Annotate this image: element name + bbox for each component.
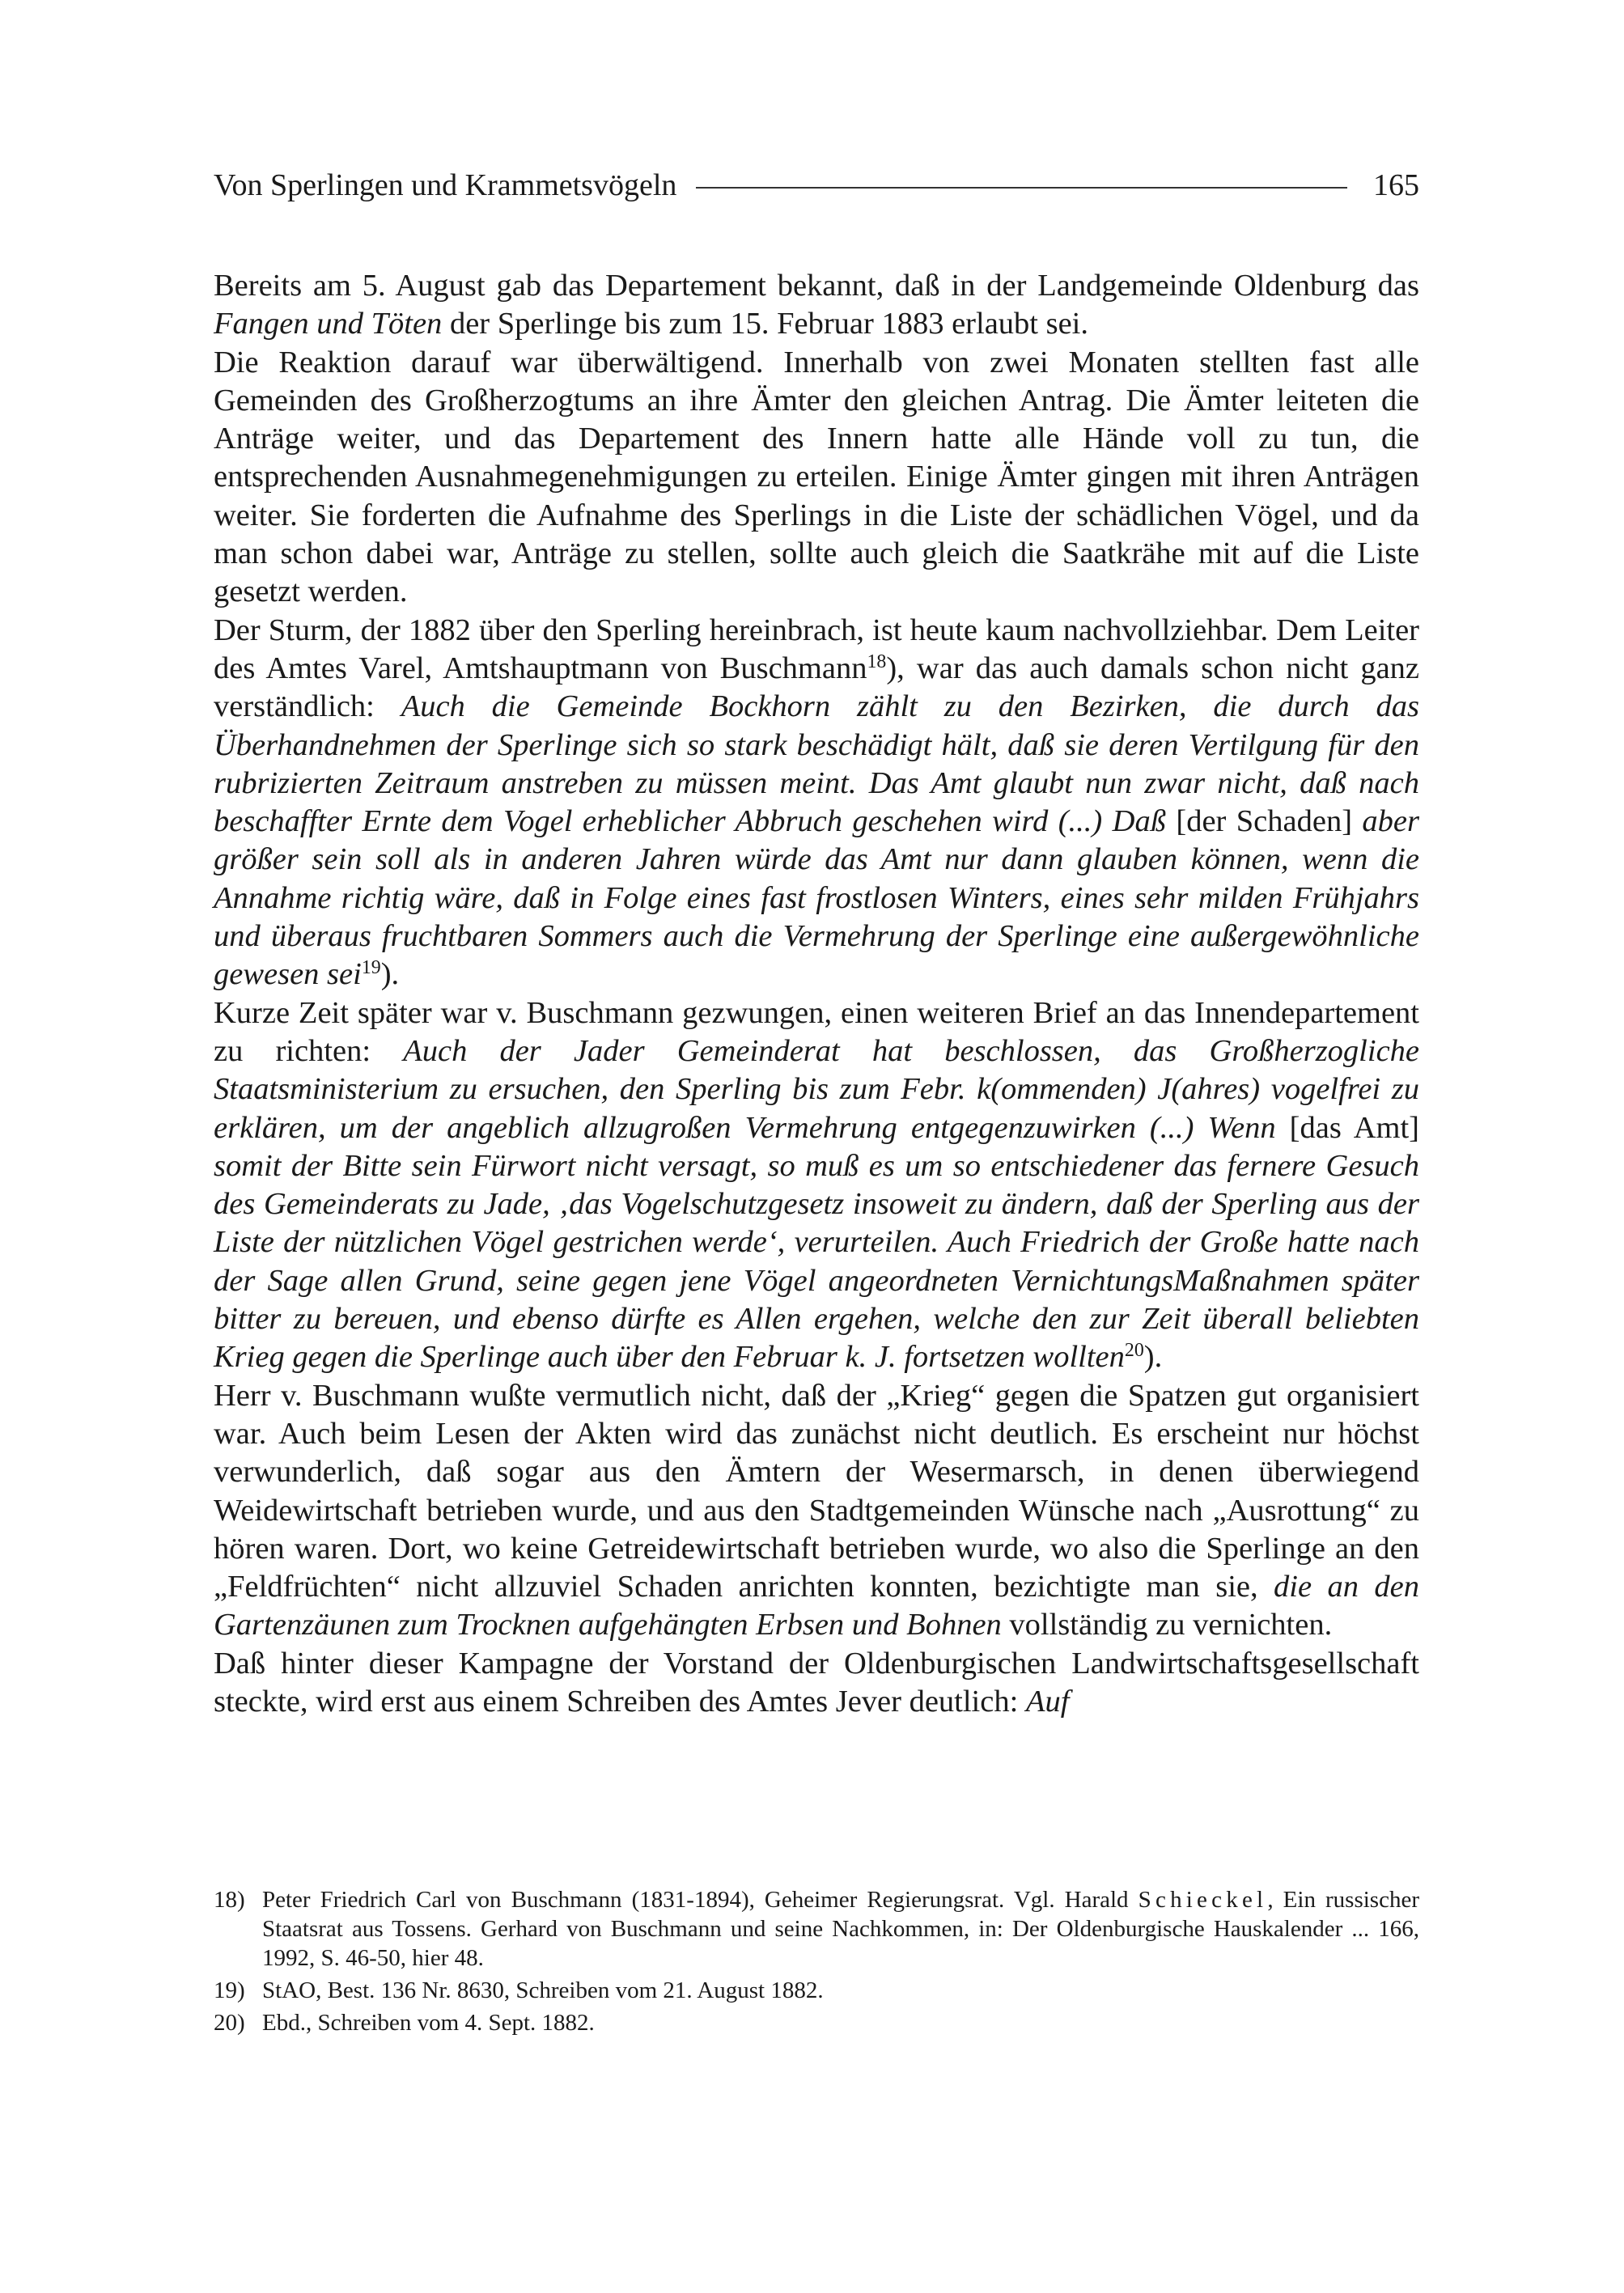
text-run: Schieckel	[1138, 1887, 1268, 1913]
text-run: Kurze Zeit später war v. Buschmann gezwungen, einen weiteren Brief an das Innendepartement zu richten:	[214, 995, 1419, 1068]
footnote-ref: 19	[361, 957, 381, 979]
page-number: 165	[1373, 168, 1419, 202]
quoted-text: die an den Gartenzäunen zum Trocknen aufgehängten Erbsen und Bohnen	[214, 1570, 1419, 1642]
footnote	[214, 1976, 1419, 2005]
paragraph	[214, 1377, 1419, 1645]
quoted-text: somit der Bitte sein Fürwort nicht versagt, so muß es um so entschiedener das fernere Gesuch des Gemeinderats zu Jade, ‚das Vogelschutzgesetz insoweit zu ändern, daß der Sperling aus der Liste der nützlichen Vögel gestrichen werde‘, verurteilen. Auch Friedrich der Große hatte nach der Sage allen Grund, seine gegen jene Vögel angeordneten VernichtungsMaßnahmen später bitter zu bereuen, und ebenso dürfte es Allen ergehen, welche den zur Zeit überall beliebten Krieg gegen die Sperlinge auch über den Februar k. J. fortsetzen wollten	[214, 1148, 1419, 1375]
paragraph	[214, 612, 1419, 994]
text-run: [der Schaden]	[1176, 804, 1363, 839]
footnote-ref: 20	[1124, 1340, 1144, 1362]
text-run: Herr v. Buschmann wußte vermutlich nicht, daß der „Krieg“ gegen die Spatzen gut organisiert war. Auch beim Lesen der Akten wird das zunächst nicht deutlich. Es erscheint nur höchst verwunderlich, daß sogar aus den Ämtern der Wesermarsch, in denen überwiegend Weidewirtschaft betrieben wurde, und aus den Stadtgemeinden Wünsche nach „Ausrottung“ zu hören waren. Dort, wo keine Getreidewirtschaft betrieben wurde, wo also die Sperlinge an den „Feldfrüchten“ nicht allzuviel Schaden anrichten konnten, bezichtigte man sie,	[214, 1378, 1419, 1604]
quoted-text: Fangen und Töten	[214, 307, 443, 341]
footnotes	[214, 1885, 1419, 2041]
footnote-text	[262, 1976, 1419, 2005]
text-run: Die Reaktion darauf war überwältigend. Innerhalb von zwei Monaten stellten fast alle Gemeinden des Großherzogtums an ihre Ämter den gleichen Antrag. Die Ämter leiteten die Anträge weiter, und das Departement des Innern hatte alle Hände voll zu tun, die entsprechenden Ausnahmegenehmigungen zu erteilen. Einige Ämter gingen mit ihren Anträgen weiter. Sie forderten die Aufnahme des Sperlings in die Liste der schädlichen Vögel, und da man schon dabei war, Anträge zu stellen, sollte auch gleich die Saatkrähe mit auf die Liste gesetzt werden.	[214, 345, 1419, 609]
footnote-number: 19)	[214, 1977, 245, 2003]
quoted-text: Auch die Gemeinde Bockhorn zählt zu den Bezirken, die durch das Überhandnehmen der Sperlinge sich so stark beschädigt hält, daß sie deren Vertilgung für den rubrizierten Zeitraum anstreben zu müssen meint. Das Amt glaubt nun zwar nicht, daß nach beschaffter Ernte dem Vogel erheblicher Abbruch geschehen wird (...) Daß	[214, 689, 1419, 839]
running-head-title: Von Sperlingen und Krammetsvögeln	[214, 168, 677, 202]
text-run: [das Amt]	[1289, 1110, 1419, 1145]
footnote-number: 20)	[214, 2010, 245, 2036]
text-run: ), war das auch damals schon nicht ganz verständlich:	[214, 651, 1419, 724]
quoted-text: aber größer sein soll als in anderen Jahren würde das Amt nur dann glauben können, wenn die Annahme richtig wäre, daß in Folge eines fast frostlosen Winters, eines sehr milden Frühjahrs und überaus fruchtbaren Sommers auch die Vermehrung der Sperlinge eine außergewöhnliche gewesen sei	[214, 804, 1419, 992]
footnote-text	[262, 2008, 1419, 2037]
running-head	[214, 166, 1419, 205]
text-run: Daß hinter dieser Kampagne der Vorstand der Oldenburgischen Landwirtschaftsgesellschaft steckte, wird erst aus einem Schreiben des Amtes Jever deutlich:	[214, 1646, 1419, 1719]
text-run: ).	[1143, 1340, 1163, 1375]
text-run: ).	[380, 957, 400, 992]
footnote-ref: 18	[867, 651, 887, 672]
body-text	[214, 267, 1419, 1721]
quoted-text: Auch der Jader Gemeinderat hat beschlossen, das Großherzogliche Staatsministerium zu ersuchen, den Sperling bis zum Febr. k(ommenden) J(ahres) vogelfrei zu erklären, um der angeblich allzugroßen Vermehrung entgegenzuwirken (...) Wenn	[214, 1033, 1419, 1145]
quoted-text: Auf	[1025, 1684, 1070, 1719]
paragraph	[214, 1645, 1419, 1722]
paragraph	[214, 994, 1419, 1377]
header-rule	[696, 187, 1347, 189]
text-run: vollständig zu vernichten.	[1001, 1608, 1333, 1642]
footnote	[214, 2008, 1419, 2037]
paragraph	[214, 267, 1419, 344]
text-run: , Ein russischer Staatsrat aus Tossens. Gerhard von Buschmann und seine Nachkommen, in: Der Oldenburgische Hauskalender ... 166, 1992, S. 46-50, hier 48.	[262, 1887, 1419, 1971]
paragraph	[214, 344, 1419, 612]
text-run: der Sperlinge bis zum 15. Februar 1883 erlaubt sei.	[442, 307, 1088, 341]
footnote-number: 18)	[214, 1887, 245, 1913]
footnote-text	[262, 1885, 1419, 1973]
text-run: Der Sturm, der 1882 über den Sperling hereinbrach, ist heute kaum nachvollziehbar. Dem Leiter des Amtes Varel, Amtshauptmann von Buschmann	[214, 612, 1419, 685]
text-run: Ebd., Schreiben vom 4. Sept. 1882.	[262, 2010, 595, 2036]
text-run: Peter Friedrich Carl von Buschmann (1831-1894), Geheimer Regierungsrat. Vgl. Harald	[262, 1887, 1138, 1913]
footnote	[214, 1885, 1419, 1973]
text-run: StAO, Best. 136 Nr. 8630, Schreiben vom 21. August 1882.	[262, 1977, 824, 2003]
text-run: Bereits am 5. August gab das Departement bekannt, daß in der Landgemeinde Oldenburg das	[214, 269, 1419, 303]
